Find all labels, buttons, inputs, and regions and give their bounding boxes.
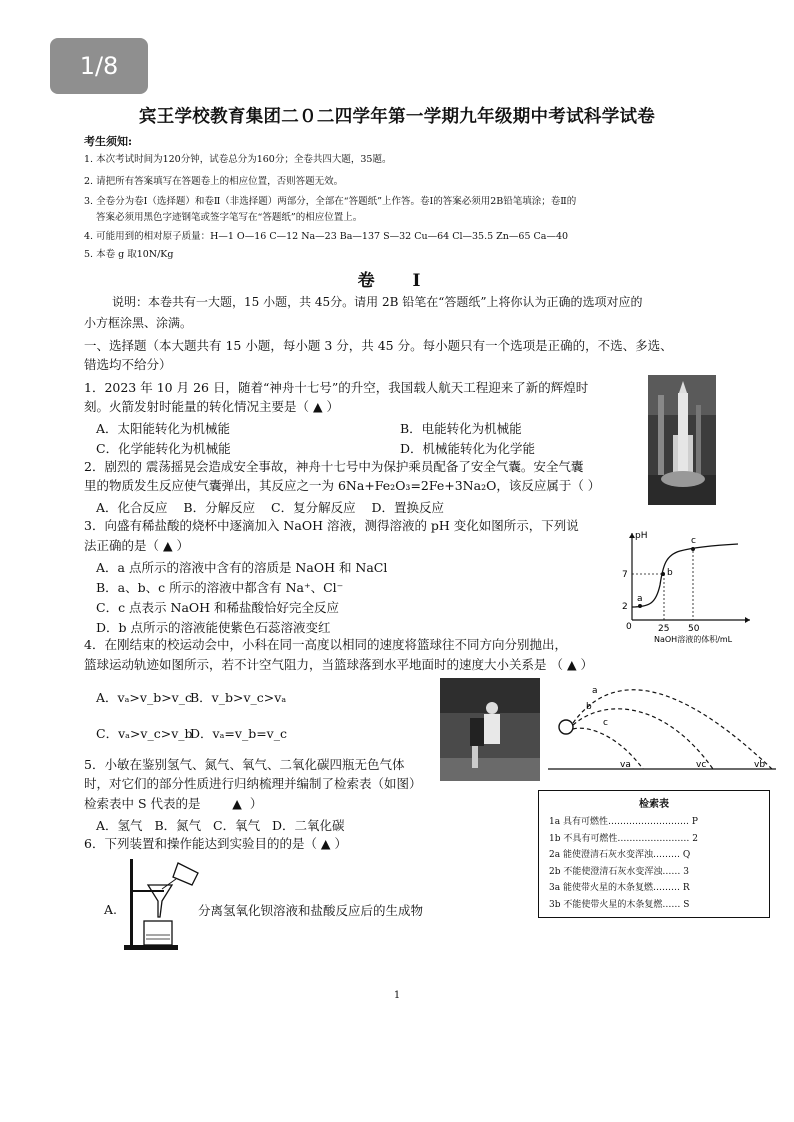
key-row-3b: 3b 不能使带火星的木条复燃…… S — [549, 899, 690, 910]
q2-options: A．化合反应 B．分解反应 C．复分解反应 D．置换反应 — [96, 500, 444, 515]
label-a: a — [637, 594, 643, 604]
notice-item-5: 5. 本卷 g 取10N/Kg — [84, 249, 174, 260]
q3-option-b: B．a、b、c 所示的溶液中都含有 Na⁺、Cl⁻ — [96, 580, 344, 595]
page-number: 1 — [393, 990, 401, 1001]
trajectory-a — [573, 728, 643, 769]
notice-item-3: 3. 全卷分为卷Ⅰ（选择题）和卷Ⅱ（非选择题）两部分，全部在“答题纸”上作答。卷Ⅰ的答案必须用2B铅笔填涂；卷Ⅱ的 — [84, 196, 577, 207]
rocket-launch-photo — [648, 375, 716, 505]
key-table — [538, 790, 770, 918]
point-b — [661, 572, 665, 576]
q4-stem-line-2: 篮球运动轨迹如图所示，若不计空气阻力，当篮球落到水平地面时的速度大小关系是 （ ▲ ） — [84, 657, 594, 672]
xlabel: NaOH溶液的体积/mL — [654, 635, 733, 644]
stand-rod — [130, 859, 133, 947]
ytick-7: 7 — [622, 570, 628, 580]
q2-stem-line-2: 里的物质发生反应使气囊弹出，其反应之一为 6Na+Fe₂O₃=2Fe+3Na₂O，该反应属于（ ） — [84, 478, 601, 493]
key-row-1b: 1b 不具有可燃性…………………… 2 — [549, 833, 698, 844]
q4-option-d: D．vₐ=v_b=v_c — [190, 726, 287, 741]
q5-stem-line-1: 5．小敏在鉴别氢气、氮气、氧气、二氧化碳四瓶无色气体 — [84, 757, 405, 772]
q3-stem-line-2: 法正确的是（ ▲ ） — [84, 538, 190, 553]
exam-title: 宾王学校教育集团二０二四学年第一学期九年级期中考试科学试卷 — [138, 107, 656, 127]
x-axis-arrow — [745, 617, 750, 623]
receiving-beaker — [144, 921, 172, 945]
notice-item-1: 1. 本次考试时间为120分钟，试卷总分为160分；全卷共四大题，35题。 — [84, 154, 392, 165]
notice-heading: 考生须知: — [84, 135, 133, 148]
label-va: va — [620, 760, 631, 770]
glass-rod — [162, 879, 176, 889]
notice-item-3-cont: 答案必须用黑色字迹钢笔或签字笔写在“答题纸”的相应位置上。 — [96, 212, 363, 223]
notice-item-2: 2. 请把所有答案填写在答题卷上的相应位置，否则答题无效。 — [84, 176, 344, 187]
key-row-1a: 1a 具有可燃性……………………… P — [549, 817, 698, 827]
trajectory-c — [573, 709, 713, 769]
funnel — [148, 885, 172, 917]
key-row-2a: 2a 能使澄清石灰水变浑浊……… Q — [549, 850, 691, 860]
notice-item-4: 4. 可能用到的相对原子质量：H—1 O—16 C—12 Na—23 Ba—137 S—32 Cu—64 Cl—35.5 Zn—65 Ca—40 — [84, 231, 569, 242]
trajectory-b — [573, 690, 772, 769]
basketball-icon — [559, 720, 573, 734]
part-heading-line-2: 错选均不给分） — [84, 357, 172, 372]
q4-option-b: B．v_b>v_c>vₐ — [190, 690, 287, 705]
trajectory-diagram — [548, 675, 778, 775]
q6-stem: 6．下列装置和操作能达到实验目的的是（ ▲ ） — [84, 836, 348, 851]
section-note-line-2: 小方框涂黑、涂满。 — [84, 316, 193, 330]
label-c: c — [691, 536, 696, 546]
q3-stem-line-1: 3．向盛有稀盐酸的烧杯中逐滴加入 NaOH 溶液，测得溶液的 pH 变化如图所示，下列说 — [84, 518, 579, 533]
ph-curve — [632, 544, 738, 607]
q2-stem-line-1: 2．剧烈的 震荡摇晃会造成安全事故，神舟十七号中为保护乘员配备了安全气囊。安全气囊 — [84, 459, 584, 474]
q1-option-c: C．化学能转化为机械能 — [96, 441, 231, 456]
q3-option-a: A．a 点所示的溶液中含有的溶质是 NaOH 和 NaCl — [96, 560, 388, 575]
q1-stem-line-1: 1．2023 年 10 月 26 日，随着“神舟十七号”的升空，我国载人航天工程迎来了新的辉煌时 — [84, 380, 589, 395]
key-row-3a: 3a 能使带火星的木条复燃……… R — [549, 883, 690, 893]
label-vc: vc — [696, 760, 707, 770]
q6-option-a-desc: 分离氢氧化钡溶液和盐酸反应后的生成物 — [198, 903, 424, 918]
point-a — [638, 604, 642, 608]
page-indicator: 1/8 — [50, 38, 148, 94]
traj-label-a: a — [592, 686, 598, 696]
ytick-2: 2 — [622, 602, 628, 612]
origin-label: 0 — [626, 622, 632, 632]
q4-option-a: A．vₐ>v_b>v_c — [96, 690, 192, 705]
q1-option-b: B．电能转化为机械能 — [400, 421, 522, 436]
q3-option-d: D．b 点所示的溶液能使紫色石蕊溶液变红 — [96, 620, 331, 635]
section-title: 卷 Ⅰ — [357, 271, 437, 291]
basketball-throw-photo — [440, 678, 540, 781]
key-table-title: 检索表 — [639, 799, 669, 810]
q4-option-c: C．vₐ>v_c>v_b — [96, 726, 193, 741]
traj-label-c: c — [603, 718, 608, 728]
label-vb: vb — [754, 760, 766, 770]
ylabel: pH — [635, 531, 648, 541]
q6-option-a-label: A. — [104, 902, 118, 917]
xtick-50: 50 — [688, 624, 700, 634]
traj-label-b: b — [586, 702, 592, 712]
q3-option-c: C．c 点表示 NaOH 和稀盐酸恰好完全反应 — [96, 600, 340, 615]
q5-stem-line-2: 时，对它们的部分性质进行归纳梳理并编制了检索表（如图） — [84, 776, 422, 791]
point-c — [691, 547, 695, 551]
filtration-apparatus — [118, 855, 204, 955]
key-row-2b: 2b 不能使澄清石灰水变浑浊…… 3 — [549, 866, 689, 877]
q5-options: A．氢气 B．氮气 C．氧气 D．二氧化碳 — [96, 818, 345, 833]
ph-chart — [610, 525, 760, 645]
q4-stem-line-1: 4．在刚结束的校运动会中，小科在同一高度以相同的速度将篮球往不同方向分别抛出， — [84, 637, 567, 652]
part-heading-line-1: 一、选择题（本大题共有 15 小题，每小题 3 分，共 45 分。每小题只有一个选项是正确的，不选、多选、 — [84, 338, 673, 353]
q1-stem-line-2: 刻。火箭发射时能量的转化情况主要是（ ▲ ） — [84, 399, 340, 414]
pouring-beaker — [173, 863, 198, 885]
xtick-25: 25 — [658, 624, 670, 634]
section-note-line-1: 说明：本卷共有一大题，15 小题，共 45分。请用 2B 铅笔在“答题纸”上将你认为正确的选项对应的 — [112, 295, 643, 309]
q5-stem-line-3: 检索表中 S 代表的是 ▲ ） — [84, 796, 263, 811]
label-b: b — [667, 568, 673, 578]
q1-option-d: D．机械能转化为化学能 — [400, 441, 536, 456]
q1-option-a: A．太阳能转化为机械能 — [96, 421, 231, 436]
